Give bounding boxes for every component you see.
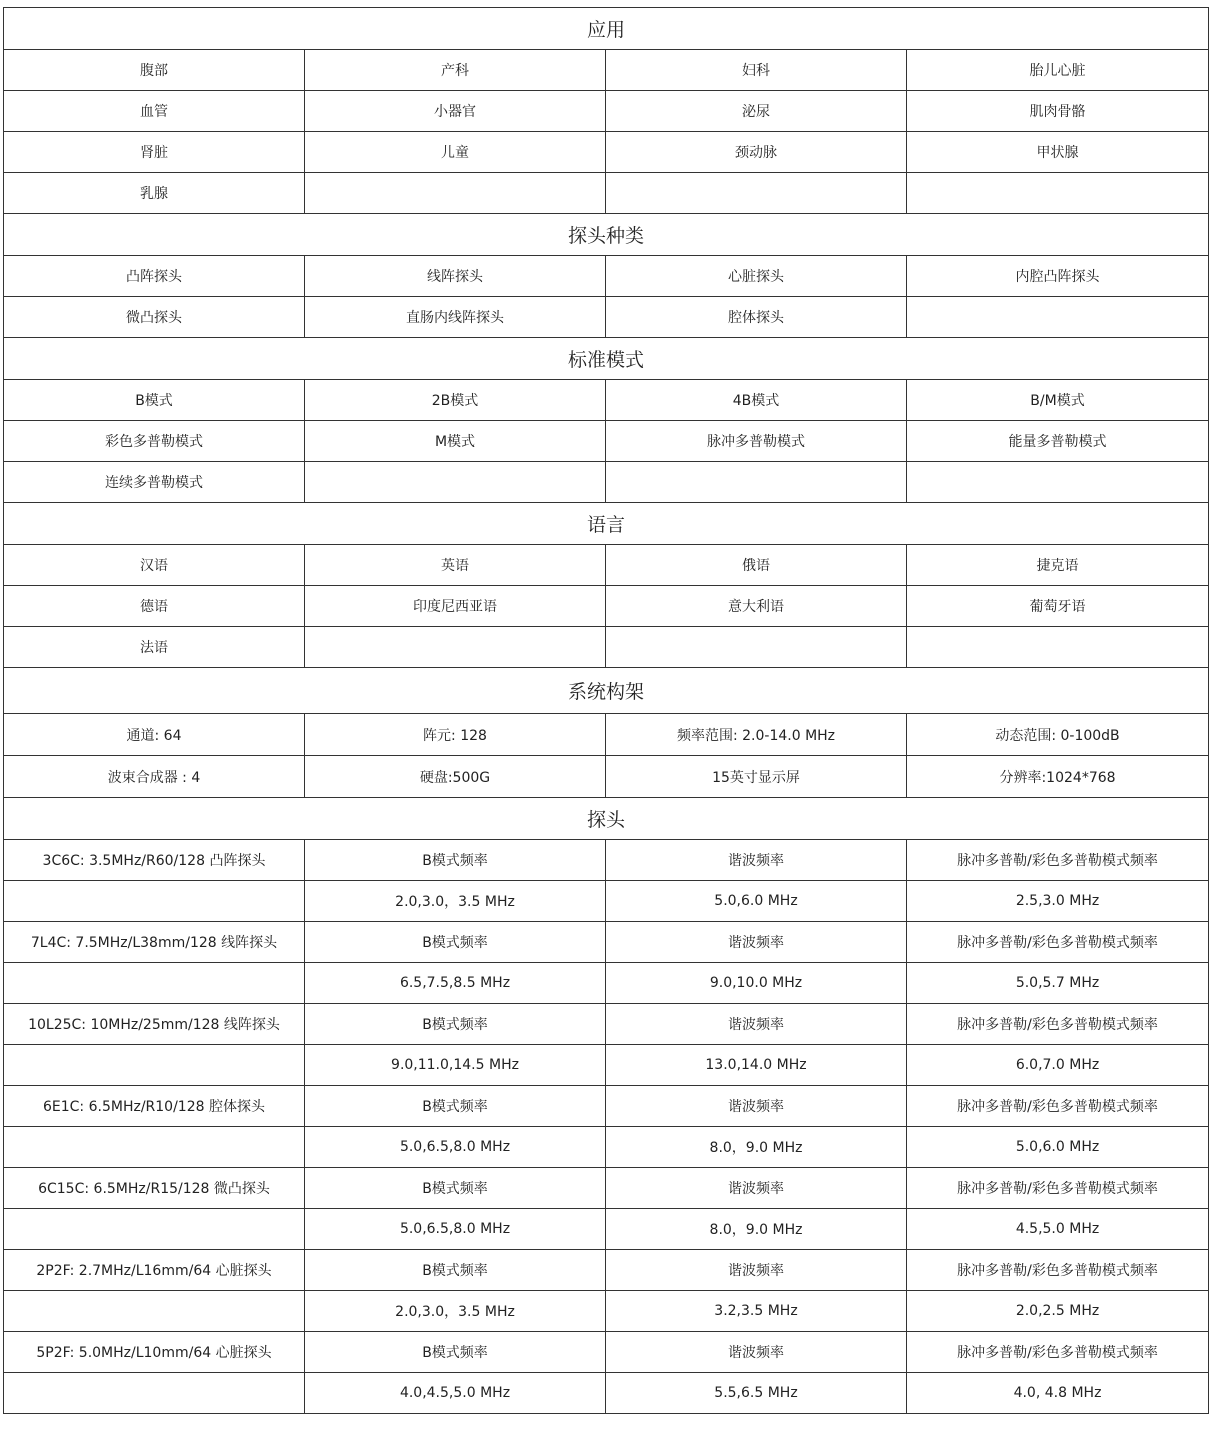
table-cell: 腔体探头 <box>606 297 907 338</box>
section-title: 探头 <box>4 798 1209 840</box>
table-cell: 脉冲多普勒模式 <box>606 421 907 462</box>
table-cell: 频率范围: 2.0-14.0 MHz <box>606 714 907 756</box>
table-row <box>4 462 1209 503</box>
table-cell: 10L25C: 10MHz/25mm/128 线阵探头 <box>4 1004 305 1045</box>
table-cell: 脉冲多普勒/彩色多普勒模式频率 <box>907 922 1209 963</box>
table-row <box>4 50 1209 91</box>
table-cell: B模式 <box>4 380 305 421</box>
table-cell: 9.0,11.0,14.5 MHz <box>305 1045 606 1086</box>
table-row <box>4 1168 1209 1209</box>
table-cell: 15英寸显示屏 <box>606 756 907 798</box>
table-cell: 脉冲多普勒/彩色多普勒模式频率 <box>907 1332 1209 1373</box>
table-row <box>4 132 1209 173</box>
table-cell: 动态范围: 0-100dB <box>907 714 1209 756</box>
table-cell: M模式 <box>305 421 606 462</box>
table-cell: 捷克语 <box>907 545 1209 586</box>
table-cell: B模式频率 <box>305 1332 606 1373</box>
table-cell: 2.0,3.0，3.5 MHz <box>305 881 606 922</box>
table-cell: 内腔凸阵探头 <box>907 256 1209 297</box>
table-cell: 4B模式 <box>606 380 907 421</box>
table-cell: B模式频率 <box>305 840 606 881</box>
table-cell: 2P2F: 2.7MHz/L16mm/64 心脏探头 <box>4 1250 305 1291</box>
table-cell <box>907 173 1209 214</box>
table-cell: 6.0,7.0 MHz <box>907 1045 1209 1086</box>
table-row <box>4 922 1209 963</box>
table-cell: 波束合成器 : 4 <box>4 756 305 798</box>
table-cell: 肌肉骨骼 <box>907 91 1209 132</box>
table-cell <box>4 1045 305 1086</box>
table-cell: 通道: 64 <box>4 714 305 756</box>
table-row <box>4 91 1209 132</box>
table-cell: 8.0，9.0 MHz <box>606 1127 907 1168</box>
table-cell: 13.0,14.0 MHz <box>606 1045 907 1086</box>
table-cell <box>305 462 606 503</box>
table-cell <box>4 963 305 1004</box>
section-header-row <box>4 214 1209 256</box>
table-cell: 2.5,3.0 MHz <box>907 881 1209 922</box>
table-cell: 汉语 <box>4 545 305 586</box>
table-cell <box>907 297 1209 338</box>
table-row <box>4 756 1209 798</box>
table-cell: 谐波频率 <box>606 922 907 963</box>
table-cell: B模式频率 <box>305 1168 606 1209</box>
table-cell: 4.0, 4.8 MHz <box>907 1373 1209 1414</box>
table-cell: 能量多普勒模式 <box>907 421 1209 462</box>
table-cell: 英语 <box>305 545 606 586</box>
table-cell: 谐波频率 <box>606 1086 907 1127</box>
table-cell <box>4 1291 305 1332</box>
table-cell: 5.0,6.0 MHz <box>907 1127 1209 1168</box>
table-cell: 2.0,2.5 MHz <box>907 1291 1209 1332</box>
table-row <box>4 421 1209 462</box>
table-row <box>4 1127 1209 1168</box>
table-cell: 直肠内线阵探头 <box>305 297 606 338</box>
table-row <box>4 1373 1209 1414</box>
spec-table-body <box>4 8 1209 1414</box>
table-cell: 法语 <box>4 627 305 668</box>
table-cell <box>606 627 907 668</box>
table-cell: 意大利语 <box>606 586 907 627</box>
table-row <box>4 714 1209 756</box>
section-title: 探头种类 <box>4 214 1209 256</box>
section-header-row <box>4 798 1209 840</box>
table-cell: 妇科 <box>606 50 907 91</box>
table-cell: 葡萄牙语 <box>907 586 1209 627</box>
table-cell: 血管 <box>4 91 305 132</box>
table-cell: B/M模式 <box>907 380 1209 421</box>
table-row <box>4 627 1209 668</box>
table-cell <box>4 1209 305 1250</box>
table-cell: 心脏探头 <box>606 256 907 297</box>
table-row <box>4 586 1209 627</box>
table-cell: 谐波频率 <box>606 1004 907 1045</box>
section-header-row <box>4 503 1209 545</box>
table-cell: 2B模式 <box>305 380 606 421</box>
table-cell <box>305 173 606 214</box>
table-row <box>4 297 1209 338</box>
table-cell: 3C6C: 3.5MHz/R60/128 凸阵探头 <box>4 840 305 881</box>
table-cell: 5.0,6.5,8.0 MHz <box>305 1209 606 1250</box>
section-title: 语言 <box>4 503 1209 545</box>
table-row <box>4 545 1209 586</box>
table-cell: 7L4C: 7.5MHz/L38mm/128 线阵探头 <box>4 922 305 963</box>
table-cell: 小器官 <box>305 91 606 132</box>
table-cell: 5.0,5.7 MHz <box>907 963 1209 1004</box>
table-cell: 脉冲多普勒/彩色多普勒模式频率 <box>907 1004 1209 1045</box>
table-cell: B模式频率 <box>305 922 606 963</box>
table-cell: 5P2F: 5.0MHz/L10mm/64 心脏探头 <box>4 1332 305 1373</box>
table-cell <box>907 462 1209 503</box>
table-cell: 俄语 <box>606 545 907 586</box>
table-cell <box>4 881 305 922</box>
table-cell: 脉冲多普勒/彩色多普勒模式频率 <box>907 1168 1209 1209</box>
table-cell: 阵元: 128 <box>305 714 606 756</box>
table-cell: 泌尿 <box>606 91 907 132</box>
section-title: 标准模式 <box>4 338 1209 380</box>
table-cell: 8.0，9.0 MHz <box>606 1209 907 1250</box>
table-row <box>4 840 1209 881</box>
table-cell: 德语 <box>4 586 305 627</box>
table-cell: 颈动脉 <box>606 132 907 173</box>
table-row <box>4 1250 1209 1291</box>
table-cell <box>606 462 907 503</box>
table-cell: 9.0,10.0 MHz <box>606 963 907 1004</box>
table-cell <box>907 627 1209 668</box>
section-header-row <box>4 8 1209 50</box>
table-cell: 6E1C: 6.5MHz/R10/128 腔体探头 <box>4 1086 305 1127</box>
table-row <box>4 1291 1209 1332</box>
table-cell: B模式频率 <box>305 1086 606 1127</box>
table-row <box>4 173 1209 214</box>
spec-table <box>3 7 1209 1414</box>
table-cell: 5.5,6.5 MHz <box>606 1373 907 1414</box>
table-cell: 甲状腺 <box>907 132 1209 173</box>
table-row <box>4 380 1209 421</box>
table-cell <box>4 1127 305 1168</box>
table-cell: 产科 <box>305 50 606 91</box>
table-cell: 5.0,6.5,8.0 MHz <box>305 1127 606 1168</box>
table-row <box>4 881 1209 922</box>
table-cell: 儿童 <box>305 132 606 173</box>
table-cell: 印度尼西亚语 <box>305 586 606 627</box>
table-cell <box>305 627 606 668</box>
table-cell: 肾脏 <box>4 132 305 173</box>
table-cell: 脉冲多普勒/彩色多普勒模式频率 <box>907 1250 1209 1291</box>
table-cell: 脉冲多普勒/彩色多普勒模式频率 <box>907 840 1209 881</box>
section-header-row <box>4 338 1209 380</box>
table-cell: 谐波频率 <box>606 1250 907 1291</box>
table-row <box>4 1045 1209 1086</box>
table-cell: 凸阵探头 <box>4 256 305 297</box>
table-cell: 谐波频率 <box>606 1168 907 1209</box>
table-row <box>4 963 1209 1004</box>
table-cell: 线阵探头 <box>305 256 606 297</box>
table-cell: 5.0,6.0 MHz <box>606 881 907 922</box>
table-cell: 2.0,3.0，3.5 MHz <box>305 1291 606 1332</box>
table-row <box>4 256 1209 297</box>
section-title: 应用 <box>4 8 1209 50</box>
table-cell: B模式频率 <box>305 1250 606 1291</box>
table-cell: 4.5,5.0 MHz <box>907 1209 1209 1250</box>
table-cell: 谐波频率 <box>606 1332 907 1373</box>
table-cell: 3.2,3.5 MHz <box>606 1291 907 1332</box>
table-cell: 乳腺 <box>4 173 305 214</box>
table-cell: 4.0,4.5,5.0 MHz <box>305 1373 606 1414</box>
table-cell: 腹部 <box>4 50 305 91</box>
table-cell: 胎儿心脏 <box>907 50 1209 91</box>
table-cell: B模式频率 <box>305 1004 606 1045</box>
table-row <box>4 1086 1209 1127</box>
table-cell: 彩色多普勒模式 <box>4 421 305 462</box>
section-title: 系统构架 <box>4 668 1209 714</box>
table-cell: 微凸探头 <box>4 297 305 338</box>
table-cell: 6.5,7.5,8.5 MHz <box>305 963 606 1004</box>
table-cell: 硬盘:500G <box>305 756 606 798</box>
table-cell <box>606 173 907 214</box>
table-row <box>4 1209 1209 1250</box>
table-cell <box>4 1373 305 1414</box>
table-cell: 连续多普勒模式 <box>4 462 305 503</box>
table-cell: 6C15C: 6.5MHz/R15/128 微凸探头 <box>4 1168 305 1209</box>
table-cell: 谐波频率 <box>606 840 907 881</box>
section-header-row <box>4 668 1209 714</box>
table-cell: 分辨率:1024*768 <box>907 756 1209 798</box>
table-row <box>4 1332 1209 1373</box>
table-cell: 脉冲多普勒/彩色多普勒模式频率 <box>907 1086 1209 1127</box>
table-row <box>4 1004 1209 1045</box>
